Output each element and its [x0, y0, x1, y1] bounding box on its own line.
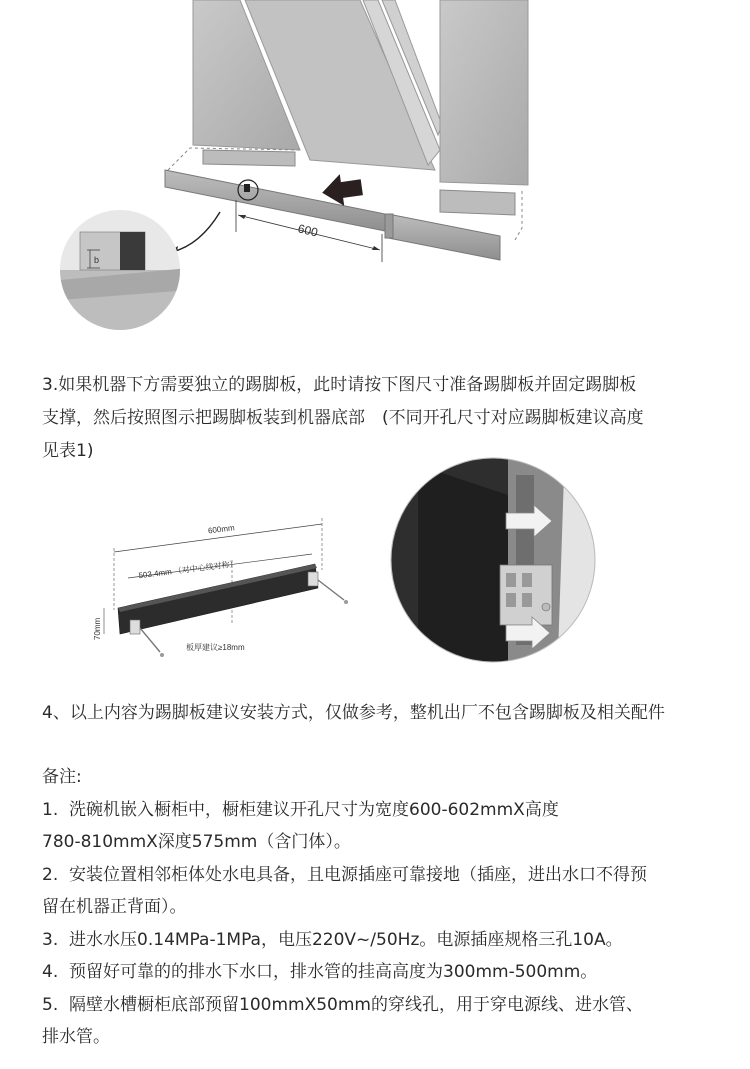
cabinet-right-panel — [440, 0, 528, 185]
detail-b-label: b — [94, 255, 100, 265]
note-line: 780-810mmX深度575mm（含门体）。 — [42, 832, 351, 852]
bracket-detail — [500, 565, 552, 625]
note-line: 5. 隔壁水槽橱柜底部预留100mmX50mm的穿线孔，用于穿电源线、进水管、 — [42, 994, 643, 1015]
paragraph-line: 支撑，然后按照图示把踢脚板装到机器底部 (不同开孔尺寸对应踢脚板建议高度 — [42, 408, 644, 428]
note-line: 排水管。 — [42, 1027, 110, 1047]
toe-kick-dimension-figure — [90, 500, 370, 670]
note-line: 2. 安装位置相邻柜体处水电具备，且电源插座可靠接地（插座，进出水口不得预 — [42, 864, 648, 885]
toe-kick-board-right — [388, 214, 500, 260]
height-70mm-label: 70mm — [93, 617, 102, 640]
note-line: 3. 进水水压0.14MPa-1MPa，电压220V~/50Hz。电源插座规格三孔10A。 — [42, 929, 623, 950]
board-thickness-label: 板厚建议≥18mm — [186, 643, 245, 652]
width-600mm-label: 600mm — [207, 523, 236, 536]
toe-kick-closeup-figure — [388, 455, 598, 665]
paragraph-line: 见表1) — [42, 441, 94, 461]
half-width-label: 503.4mm （对中心线对称） — [138, 559, 238, 581]
note-line: 留在机器正背面）。 — [42, 897, 187, 917]
instruction-paragraph-3 — [42, 369, 714, 468]
note-line: 1. 洗碗机嵌入橱柜中，橱柜建议开孔尺寸为宽度600-602mmX高度 — [42, 799, 559, 820]
note-line: 4. 预留好可靠的的排水下水口，排水管的挂高高度为300mm-500mm。 — [42, 962, 598, 982]
notes-title: 备注: — [42, 767, 82, 787]
instruction-paragraph-4 — [42, 697, 714, 730]
toe-kick-board-left — [165, 170, 390, 232]
paragraph-line: 3.如果机器下方需要独立的踢脚板，此时请按下图尺寸准备踢脚板并固定踢脚板 — [42, 375, 637, 395]
notes-section — [42, 761, 714, 1054]
magnified-detail — [60, 210, 190, 330]
dimension-600-label: 600 — [296, 221, 320, 240]
toe-kick-installation-figure — [60, 0, 540, 330]
paragraph-line: 4、以上内容为踢脚板建议安装方式，仅做参考，整机出厂不包含踢脚板及相关配件 — [42, 703, 665, 723]
